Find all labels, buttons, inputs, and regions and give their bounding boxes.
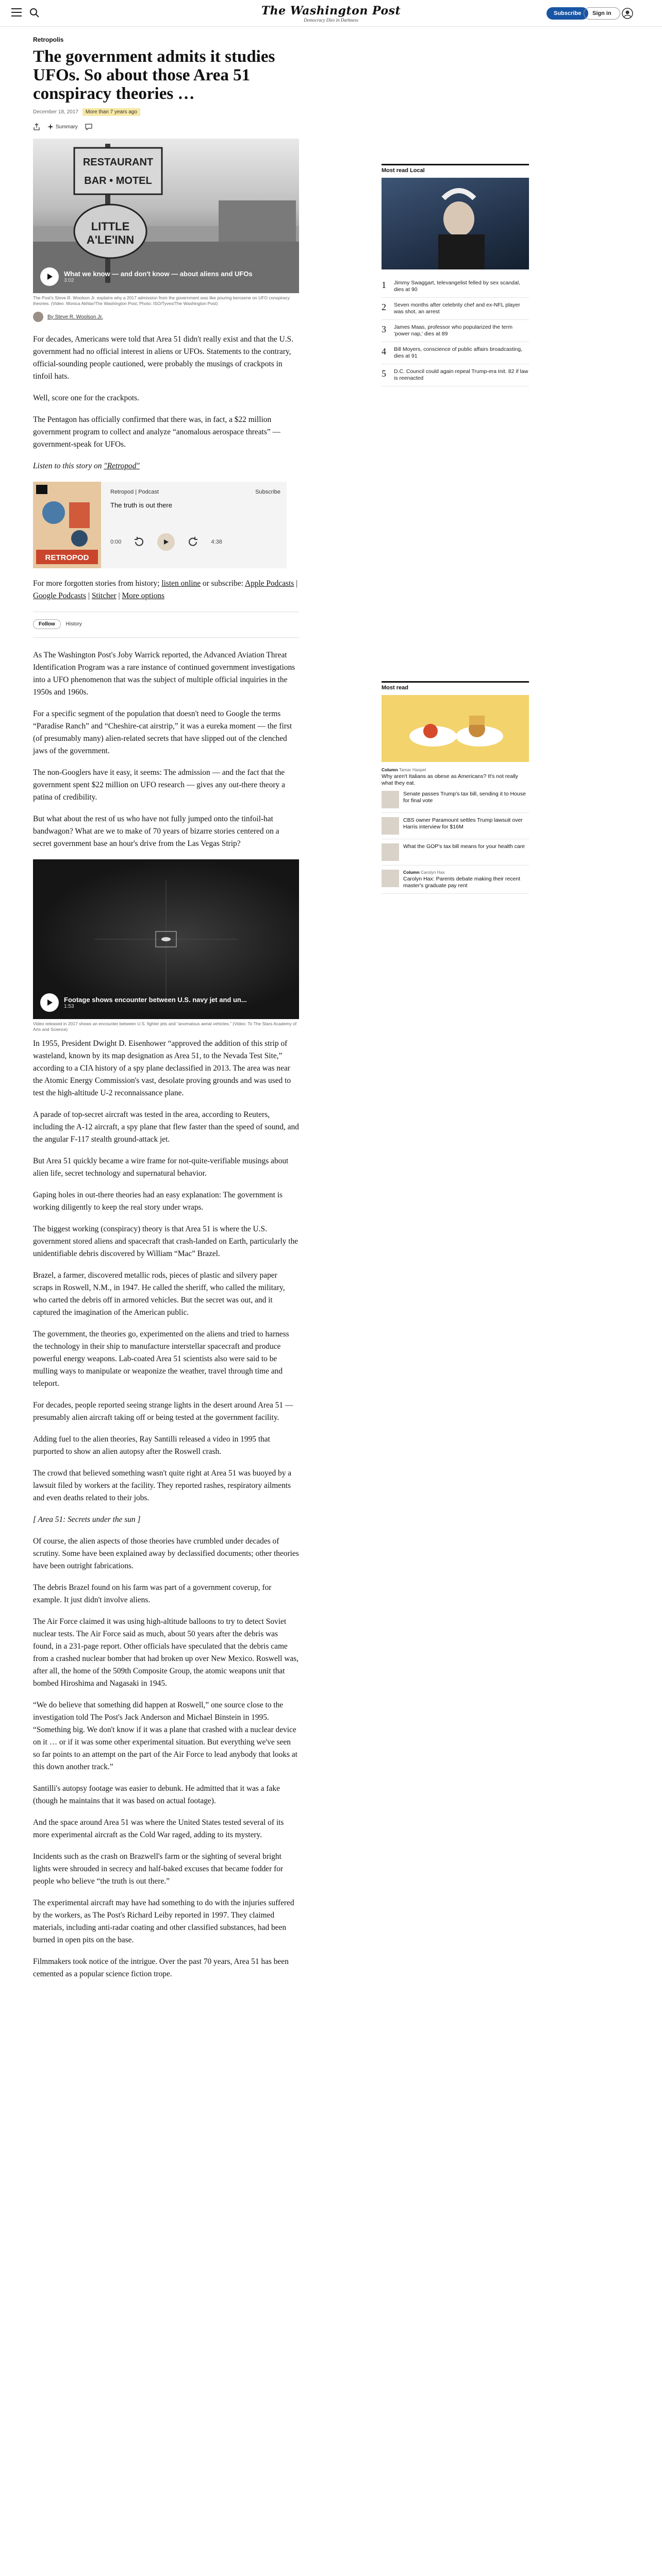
apple-podcasts-link[interactable]: Apple Podcasts [244,579,294,588]
podcast-duration: 4:38 [211,539,222,545]
fast-forward-icon[interactable] [186,535,200,549]
column-label [403,870,529,875]
author-avatar[interactable] [33,312,43,322]
headline-link[interactable]: D.C. Council could again repeal Trump-era Init. 82 if law is reenacted [394,368,528,381]
thumbnail [382,817,399,835]
google-podcasts-link[interactable]: Google Podcasts [33,591,87,600]
paragraph: Incidents such as the crash on Brazwell's farm or the sighting of several bright lights were shrouded in secrecy and half-baked excuses that became fodder for people who believe “the truth is out there.” [33,1852,284,1886]
headline-link[interactable]: James Maas, professor who popularized the term 'power nap,' dies at 89 [394,324,512,337]
article-age-badge: More than 7 years ago [82,108,140,116]
headline-link[interactable]: What the GOP's tax bill means for your health care [403,843,525,850]
most-read-item[interactable] [382,839,529,866]
sparkle-icon [47,124,54,130]
rank-number: 4 [382,346,386,357]
paragraph: Gaping holes in out-there theories had an easy explanation: The government is working diligently to keep the real story under wraps. [33,1191,283,1212]
rank-number: 2 [382,302,386,312]
paragraph: But Area 51 quickly became a wire frame for not-quite-verifiable musings about alien life, secret technology and supernatural behavior. [33,1157,289,1178]
follow-bar [33,612,299,638]
listen-text: Listen to this story on [33,462,104,470]
most-read-item[interactable] [382,276,529,298]
most-read-item[interactable] [382,342,529,364]
rank-number: 1 [382,280,386,290]
headline-link[interactable]: Carolyn Hax: Parents debate making their recent master's graduate pay rent [403,876,521,889]
paragraph: For decades, Americans were told that Area 51 didn't really exist and that the U.S. government had no official interest in aliens or UFOs. Statements to the contrary, official-sounding people cautioned, were probably the musings of crackpots in tinfoil hats. [33,335,293,381]
article-body [33,333,299,1980]
video-caption: Video released in 2017 shows an encounter between U.S. fighter jets and “anomalous aerial vehicles.” (Video: To The Stars Academy of Arts and Science) [33,1021,297,1032]
publish-date: December 18, 2017 [33,109,78,115]
paragraph: The government, the theories go, experimented on the aliens and tried to harness the technology in their ship to manufacture interstellar spacecraft and produce powerful energy weapons. Lab-coated Area 51 scientists also were said to be mulling ways to manipulate or weaponize the weather, travel through time and teleport. [33,1330,289,1388]
comments-button[interactable] [85,124,92,130]
paragraph: As The Washington Post's Joby Warrick reported, the Advanced Aviation Threat Identification Program was a rare instance of continued government investigations into a UFO phenomenon that was the subject of multiple official inquiries in the 1950s and 1960s. [33,651,295,697]
paragraph: The Pentagon has officially confirmed that there was, in fact, a $22 million government program to collect and analyze “anomalous aerospace threats” — government-speak for UFOs. [33,415,280,449]
most-read-local-heading: Most read Local [382,164,529,174]
byline [33,312,299,322]
share-icon [33,123,40,130]
thumbnail [382,843,399,861]
more-mid: or subscribe: [201,579,245,588]
paragraph: The biggest working (conspiracy) theory is that Area 51 is where the U.S. government stored aliens and spacecraft that crash-landed on Earth, particularly the unidentifiable debris discovered by William “Mac” Brazel. [33,1225,299,1258]
follow-button[interactable]: Follow [33,619,61,629]
sign-in-button[interactable]: Sign in [584,7,620,20]
sign-line-4: A'LE'INN [86,233,135,246]
most-read-item[interactable] [382,320,529,342]
most-read-item[interactable] [382,787,529,813]
most-read-lead-headline[interactable]: Why aren't Italians as obese as Americans? It's not really what they eat. [382,773,518,786]
rank-number: 3 [382,324,386,334]
sign-line-3: LITTLE [91,220,130,233]
paragraph: Well, score one for the crackpots. [33,394,140,402]
paragraph: For decades, people reported seeing strange lights in the desert around Area 51 — presumably alien aircraft taking off or being tested at the government facility. [33,1401,293,1422]
hero-video-poster[interactable] [33,139,299,293]
video-duration: 1:53 [64,1004,74,1009]
more-stories-line [33,578,299,602]
podcast-player [33,482,287,568]
podcast-subscribe-link[interactable]: Subscribe [255,489,280,495]
play-button[interactable] [40,267,59,286]
most-read-lead-illustration[interactable] [382,695,529,762]
retropod-link[interactable]: "Retropod" [104,462,140,470]
paragraph: For a specific segment of the population that doesn't need to Google the terms “Paradise Ranch” and “Cheshire-cat airstrip,” it was a eureka moment — the first (of presumably many) alien-related secrets that have slipped out of the clenched jaws of the government. [33,709,292,755]
more-prefix: For more forgotten stories from history; [33,579,162,588]
most-read-lead-image[interactable] [382,178,529,269]
paragraph: In 1955, President Dwight D. Eisenhower “approved the addition of this strip of wasteland, known by its map designation as Area 51, to the Nevada Test Site,” according to a CIA history of a spy plane declassified in 2013. The area was near the Atomic Energy Commission's vast, desolate proving grounds and was used to test the high-altitude U-2 reconnaissance plane. [33,1039,291,1097]
paragraph: The Air Force claimed it was using high-altitude balloons to try to detect Soviet nuclear tests. The Air Force said as much, about 50 years after the debris was found, in a 231-page report. Other officials have speculated that the debris came from a crashed nuclear bomber that had broken up over New Mexico. Roswell was, after all, the home of the 509th Composite Group, the atomic weapons unit that bombed Hiroshima and Nagasaki in 1945. [33,1617,299,1688]
site-logo[interactable]: The Washington Post [261,4,401,18]
most-read-module [382,681,529,894]
subscribe-button[interactable]: Subscribe [547,7,588,20]
headline-link[interactable]: Senate passes Trump's tax bill, sending it to House for final vote [403,791,526,804]
separator: | [294,579,298,588]
paragraph: Brazel, a farmer, discovered metallic rods, pieces of plastic and silvery paper scraps in Roswell, N.M., in 1947. He called the sheriff, who called the military, who carted the debris off in armored vehicles. But the secret was out, and it captured the imagination of the American public. [33,1271,285,1317]
navy-jet-video-player[interactable] [33,859,299,1019]
follow-topic[interactable]: History [65,621,82,627]
rewind-icon[interactable] [133,535,146,549]
most-read-heading: Most read [382,681,529,691]
summary-label: Summary [56,124,78,130]
separator: | [116,591,122,600]
headline-link[interactable]: CBS owner Paramount settles Trump lawsuit over Harris interview for $16M [403,817,523,830]
thumbnail [382,791,399,808]
more-options-link[interactable]: More options [122,591,164,600]
podcast-info [110,489,280,509]
most-read-item[interactable] [382,813,529,839]
paragraph: The non-Googlers have it easy, it seems: The admission — and the fact that the government spent $22 million on UFO research — gives any out-there theory a patina of credibility. [33,768,285,802]
article-tools [33,123,299,130]
play-icon [46,273,53,280]
paragraph: The crowd that believed something wasn't quite right at Area 51 was buoyed by a lawsuit filed by workers at the facility. They reported rashes, respiratory ailments and even deaths related to their jobs. [33,1469,292,1502]
most-read-item[interactable] [382,298,529,320]
hero-video-controls [40,267,253,286]
most-read-item[interactable] [382,364,529,386]
user-account-icon[interactable] [622,8,633,19]
paragraph: Of course, the alien aspects of those theories have crumbled under decades of scrutiny. Some have been explained away by declassified documents; other theories have been outright fabrications. [33,1537,299,1570]
paragraph: The debris Brazel found on his farm was part of a government coverup, for example. It just didn't involve aliens. [33,1583,272,1604]
section-kicker[interactable]: Retropolis [33,36,64,43]
headline-link[interactable]: Bill Moyers, conscience of public affairs broadcasting, dies at 91 [394,346,523,359]
podcast-cover-art [33,482,101,568]
author-thumbnail [382,870,399,887]
most-read-local-module [382,164,529,386]
column-author[interactable]: Carolyn Hax [421,870,445,875]
column-tag: Column [403,870,420,875]
related-story-link[interactable]: [ Area 51: Secrets under the sun ] [33,1515,141,1524]
sign-line-1: RESTAURANT [82,157,154,168]
play-button[interactable] [40,993,59,1012]
podcast-art-label: RETROPOD [45,553,89,562]
rank-number: 5 [382,368,386,379]
separator: | [86,591,92,600]
most-read-item[interactable] [382,866,529,894]
video-controls [40,993,247,1012]
paragraph: “We do believe that something did happen at Roswell,” one source close to the investigation told The Post's Jack Anderson and Michael Binstein in 1995. “Something big. We don't know if it was a plane that crashed with a nuclear device on it … or if it was some other experimental situation. But everything we've seen so far points to an attempt on the part of the Air Force to lead anybody that looks at this down another track.” [33,1701,297,1771]
article [33,36,299,1990]
hero-video-duration: 3:02 [64,278,74,283]
podcast-controls [110,533,280,551]
headline-link[interactable]: Seven months after celebrity chef and ex-NFL player was shot, an arrest [394,302,520,315]
paragraph: The experimental aircraft may have had something to do with the injuries suffered by the workers, as The Post's Richard Leiby reported in 1997. They claimed materials, including anti-radar coating and other classified substances, had been burned in open pits on the base. [33,1899,294,1944]
column-tag: Column [382,767,398,772]
paragraph: Filmmakers took notice of the intrigue. Over the past 70 years, Area 51 has been cemented as a popular science fiction trope. [33,1957,289,1978]
summary-button[interactable] [47,124,78,130]
paragraph: Adding fuel to the alien theories, Ray Santilli released a video in 1995 that purported to show an alien autopsy after the Roswell crash. [33,1435,270,1456]
podcast-elapsed: 0:00 [110,539,122,545]
listen-online-link[interactable]: listen online [161,579,201,588]
hero-caption: The Post's Steve R. Woolson Jr. explains why a 2017 admission from the government was like pouring kerosene on UFO conspiracy theories. (Video: Monica Akhtar/The Washington Post; Photo: ISO/Tyvex/The Washington Post) [33,295,290,306]
article-headline: The government admits it studies UFOs. So about those Area 51 conspiracy theories … [33,47,275,103]
paragraph: Santilli's autopsy footage was easier to debunk. He admitted that it was a fake (though he maintains that it was based on actual footage). [33,1784,280,1805]
play-icon [46,999,53,1006]
top-navigation-bar [0,0,662,27]
column-label [382,767,529,772]
listen-line [33,460,299,472]
paragraph: But what about the rest of us who have not fully jumped onto the tinfoil-hat bandwagon? What are we to make of 70 years of bizarre stories centered on a secret government base an hour's drive from the Las Vegas Strip? [33,815,279,848]
video-title: Footage shows encounter between U.S. navy jet and un... [64,996,247,1004]
stitcher-link[interactable]: Stitcher [91,591,117,600]
sign-line-2: BAR • MOTEL [84,175,152,187]
podcast-brand: Retropod | Podcast [110,489,159,495]
paragraph: And the space around Area 51 was where the United States tested several of its more experimental aircraft as the Cold War raged, adding to its mystery. [33,1818,284,1839]
column-author[interactable]: Tamar Haspel [399,767,426,772]
paragraph: A parade of top-secret aircraft was tested in the area, according to Reuters, including the A-12 aircraft, a spy plane that flew faster than the speed of sound, and the angular F-117 stealth ground-attack jet. [33,1110,299,1144]
author-name[interactable]: By Steve R. Woolson Jr. [47,314,103,320]
dateline [33,108,299,116]
headline-link[interactable]: Jimmy Swaggart, televangelist felled by sex scandal, dies at 90 [394,280,521,293]
share-button[interactable] [33,123,40,130]
hero-video-title: What we know — and don't know — about aliens and UFOs [64,270,253,278]
play-icon [163,539,169,545]
comment-icon [85,124,92,130]
site-tagline: Democracy Dies in Darkness [304,18,358,23]
podcast-play-button[interactable] [157,533,175,551]
podcast-episode-title: The truth is out there [110,501,172,509]
